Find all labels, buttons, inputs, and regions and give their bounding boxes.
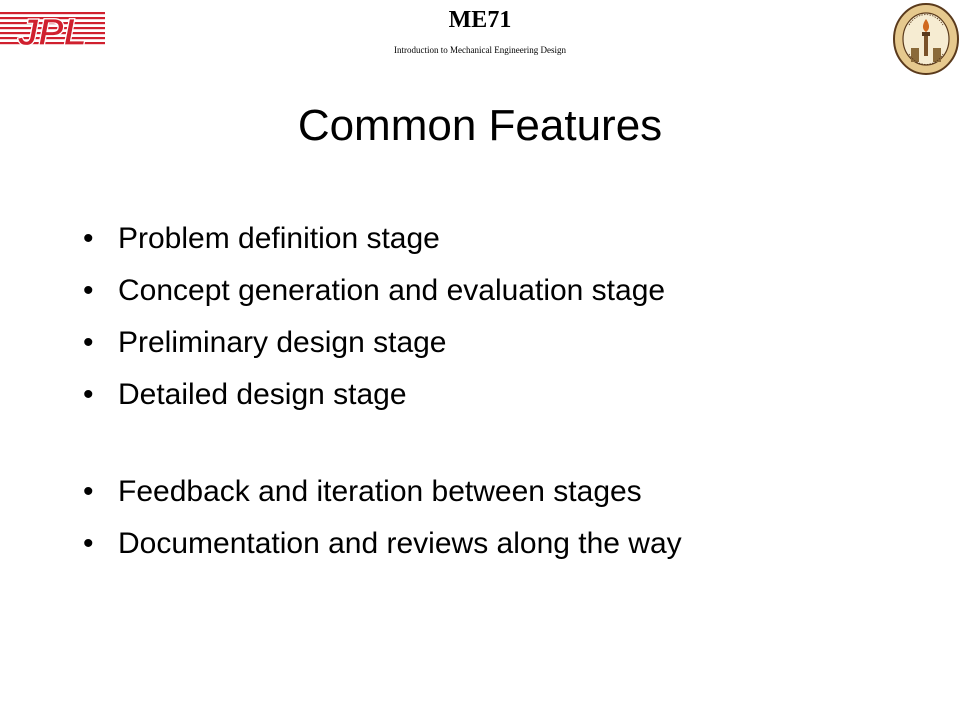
- bullet-icon: •: [83, 274, 94, 307]
- bullet-list: [80, 218, 940, 575]
- bullet-icon: •: [83, 326, 94, 359]
- svg-text:JPL: JPL: [17, 12, 87, 50]
- bullet-icon: •: [83, 527, 94, 560]
- bullet-item-preliminary-design: [80, 322, 940, 364]
- bullet-item-feedback-iteration: [80, 471, 940, 513]
- bullet-icon: •: [83, 475, 94, 508]
- bullet-item-documentation-reviews: [80, 523, 940, 565]
- bullet-icon: •: [83, 378, 94, 411]
- course-code: ME71: [448, 7, 512, 33]
- bullet-item-detailed-design: [80, 374, 940, 416]
- bullet-text: Feedback and iteration between stages: [118, 475, 642, 508]
- slide-title: Common Features: [297, 101, 663, 150]
- bullet-text: Detailed design stage: [118, 378, 407, 411]
- bullet-text: Concept generation and evaluation stage: [118, 274, 666, 307]
- bullet-icon: •: [83, 222, 94, 255]
- bullet-item-problem-definition: [80, 218, 940, 260]
- course-subtitle: Introduction to Mechanical Engineering Design: [394, 45, 566, 55]
- bullet-text: Documentation and reviews along the way: [118, 527, 682, 560]
- bullet-item-concept-generation: [80, 270, 940, 312]
- bullet-text: Problem definition stage: [118, 222, 440, 255]
- bullet-text: Preliminary design stage: [118, 326, 447, 359]
